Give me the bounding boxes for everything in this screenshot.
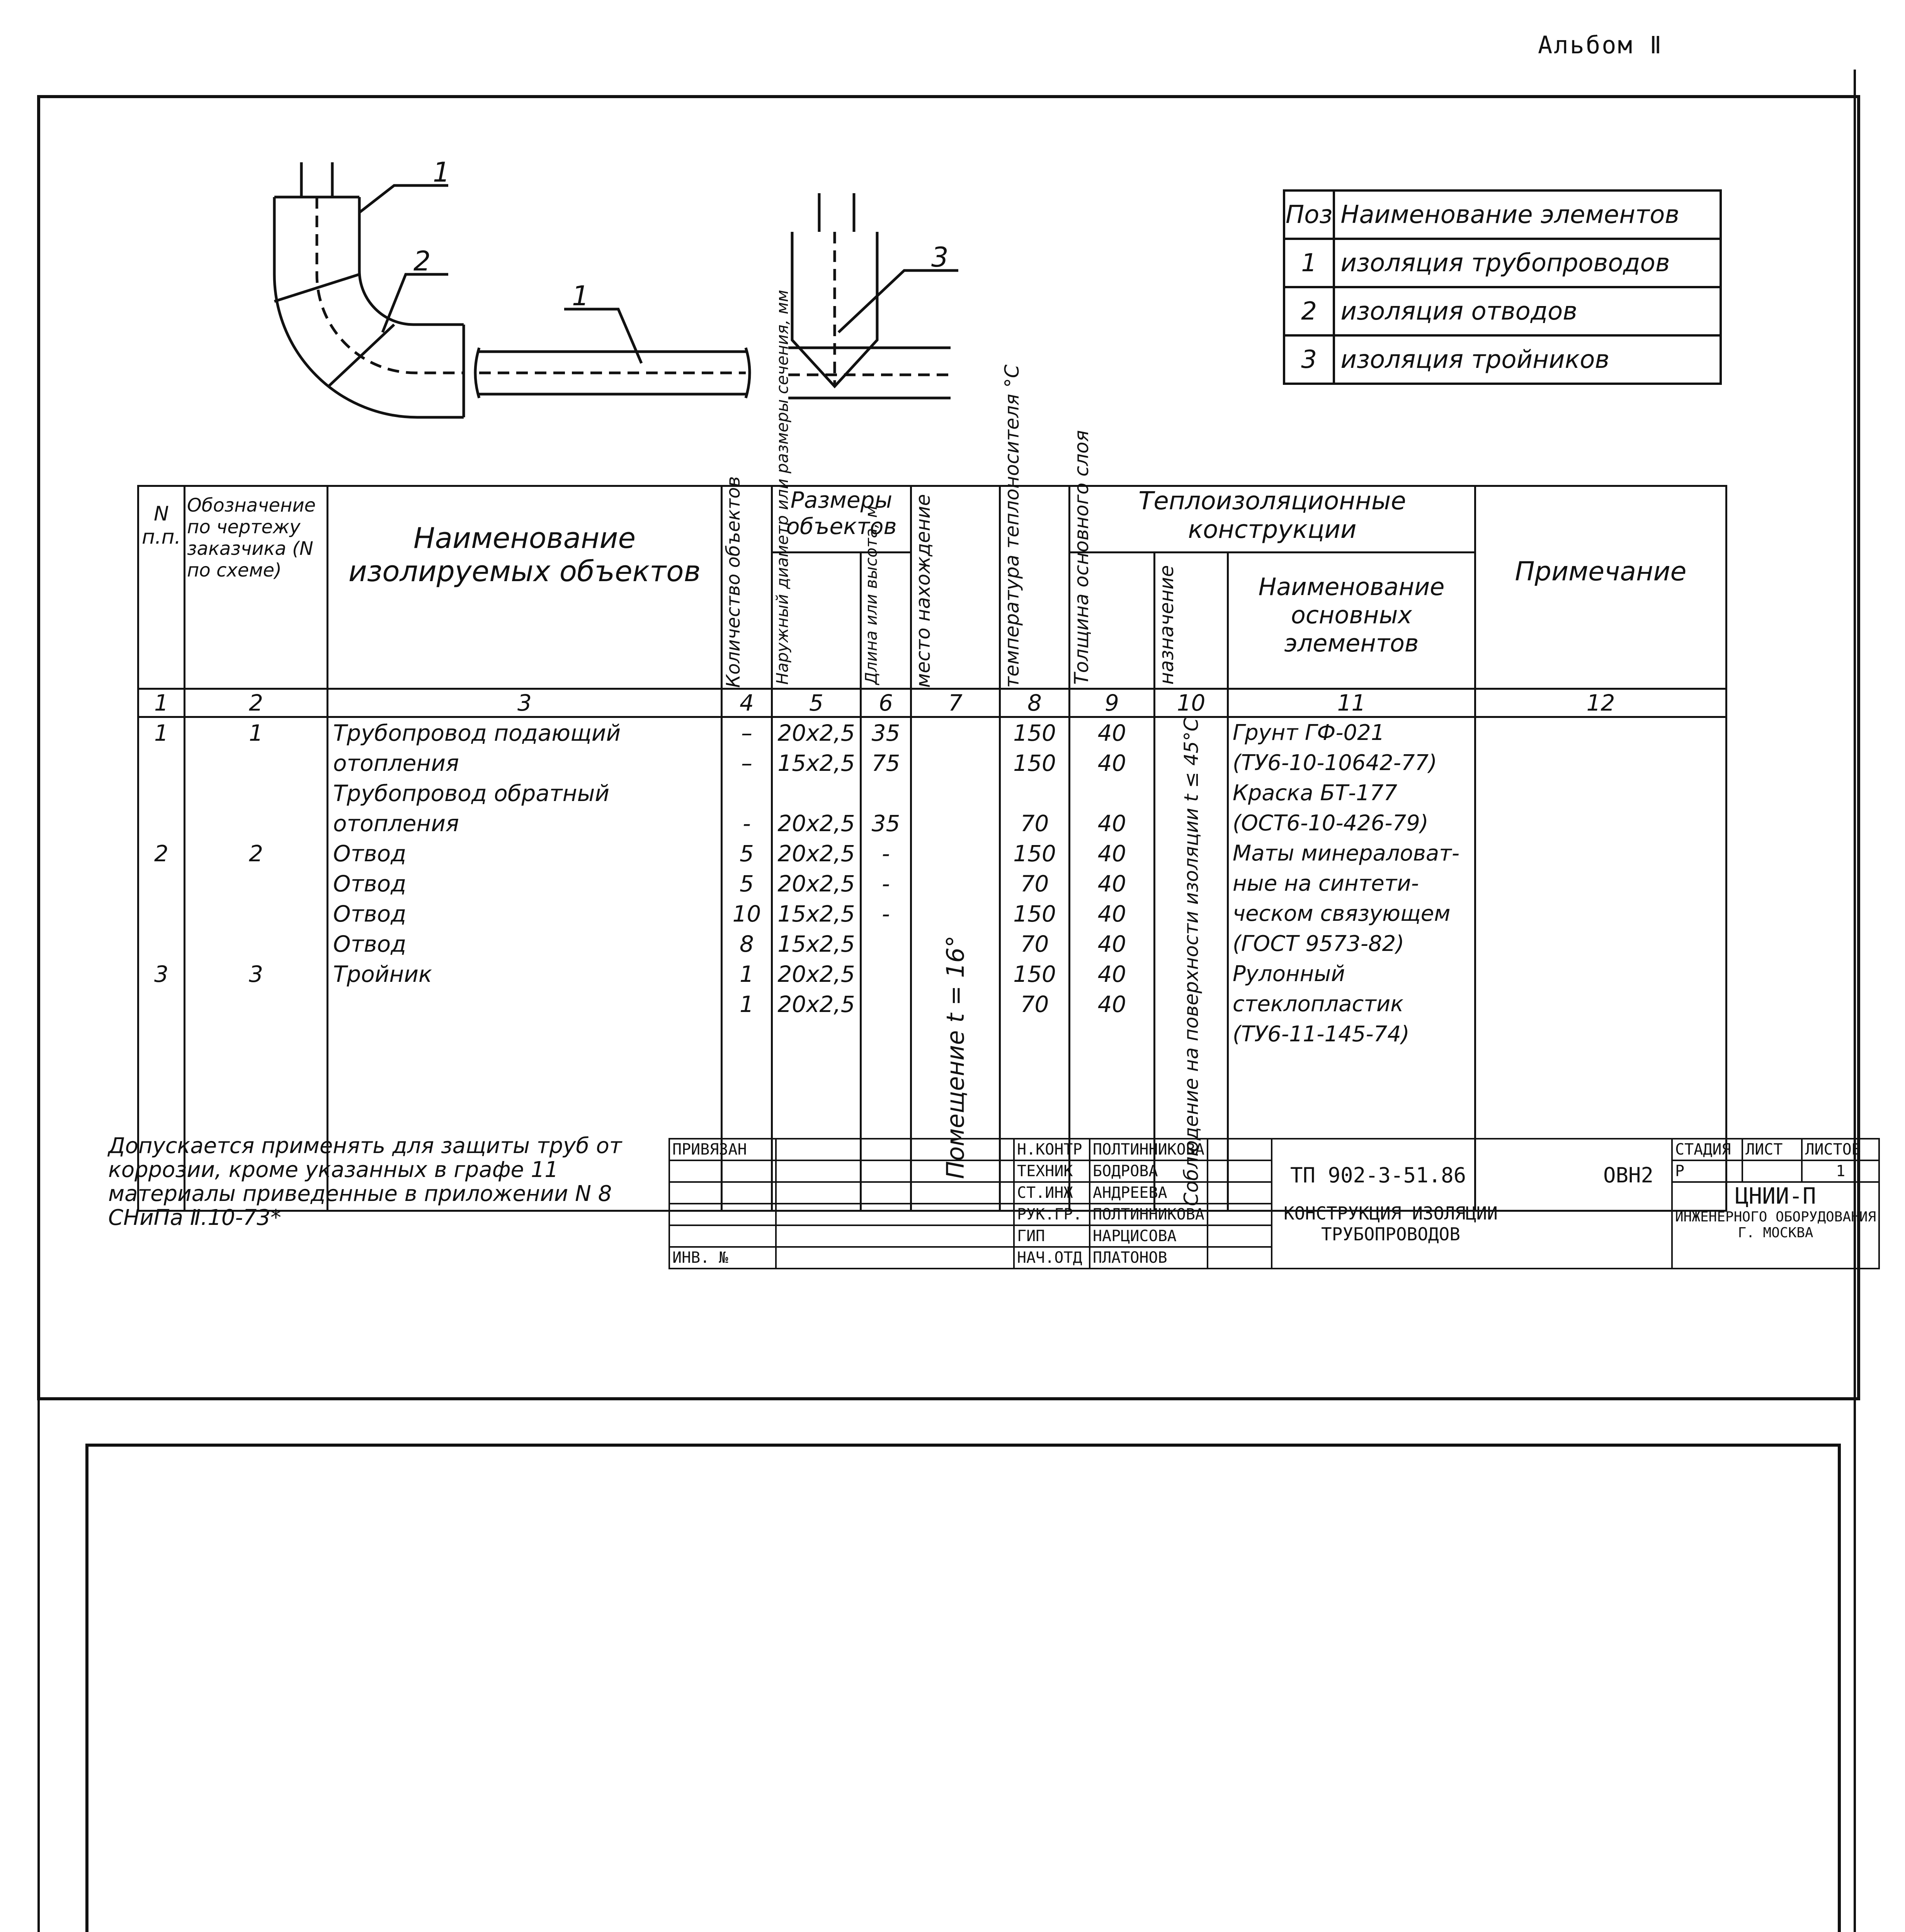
cell-line: 20x2,5 (777, 961, 855, 987)
col-number: 3 (328, 689, 722, 717)
cell-line (185, 808, 327, 838)
cell-line: Отвод (333, 871, 407, 897)
cell-line (185, 778, 327, 808)
legend-head-name: Наименование элементов (1334, 190, 1721, 239)
person-name: БОДРОВА (1090, 1160, 1208, 1182)
cell-line: 1 (249, 720, 263, 746)
cell-line: 10 (732, 901, 761, 927)
org-city: Г. МОСКВА (1738, 1225, 1813, 1241)
stage-label: СТАДИЯ (1672, 1139, 1742, 1160)
stage-value: Р (1672, 1160, 1742, 1182)
cell-thickness (1070, 717, 1155, 1211)
cell-line: 5 (740, 871, 754, 897)
role-label: СТ.ИНЖ (1014, 1182, 1090, 1204)
person-name: ПОЛТИННИКОВА (1090, 1204, 1208, 1225)
col-number: 5 (772, 689, 861, 717)
cell-line: Отвод (333, 840, 407, 867)
title-block-grid (668, 1138, 1880, 1269)
cell-line: Грунт ГФ-021 (1233, 720, 1385, 745)
cell-line: (ОСТ6-10-426-79) (1233, 811, 1429, 836)
cell-qty (722, 717, 772, 1211)
cell-line: 40 (1097, 961, 1126, 987)
cell-line: 40 (1097, 871, 1126, 897)
head-npp: N п.п. (138, 486, 185, 689)
cell-line: 20x2,5 (777, 840, 855, 867)
cell-line (1001, 778, 1068, 808)
cell-line (723, 778, 771, 808)
cell-line: отопления (333, 750, 459, 776)
cell-line (139, 869, 184, 899)
title-block (668, 1138, 1880, 1269)
role-label: НАЧ.ОТД (1014, 1247, 1090, 1269)
cell-line: 70 (1020, 871, 1049, 897)
org-sub: ИНЖЕНЕРНОГО ОБОРУДОВАНИЯ (1675, 1209, 1876, 1225)
cell-line: 20x2,5 (777, 991, 855, 1017)
cell-line: 70 (1020, 931, 1049, 957)
col-number: 8 (1000, 689, 1070, 717)
cell-line (185, 929, 327, 959)
legend-name: изоляция трубопроводов (1334, 239, 1721, 287)
column-numbers-row (138, 689, 1726, 717)
cell-line: Рулонный (1233, 961, 1345, 986)
cell-line: 40 (1097, 720, 1126, 746)
cell-line (185, 989, 327, 1019)
cell-line: 150 (1013, 750, 1056, 776)
head-sizes: Размеры объектов (772, 486, 911, 553)
cell-line: ные на синтети- (1233, 871, 1419, 896)
cell-line (139, 899, 184, 929)
cell-line: Краска БТ-177 (1233, 781, 1398, 806)
sheets-value: 1 (1802, 1160, 1879, 1182)
cell-note (1475, 717, 1726, 1211)
cell-line: 40 (1097, 991, 1126, 1017)
doc-code: ТП 902-3-51.86 (1290, 1163, 1466, 1187)
legend-pos: 2 (1284, 287, 1334, 335)
doc-mark: ОВН2 (1603, 1163, 1653, 1187)
cell-line: Отвод (333, 931, 407, 957)
legend-name: изоляция тройников (1334, 335, 1721, 384)
head-purpose: назначение (1155, 552, 1228, 689)
note-text: Допускается применять для защиты труб от коррозии, кроме указанных в графе 11 материалы приведенные в приложении N 8 СНиПа Ⅱ.10-73* (108, 1133, 622, 1230)
head-designation: Обозначение по чертежу заказчика (N по схеме) (185, 486, 328, 689)
cell-line (862, 929, 910, 959)
head-temperature: температура теплоносителя °С (1000, 486, 1070, 689)
legend-head-pos: Поз (1284, 190, 1334, 239)
album-label: Альбом Ⅱ (1538, 31, 1663, 59)
head-objects: Наименование изолируемых объектов (328, 486, 722, 689)
cell-line: 2 (154, 840, 168, 867)
cell-line (185, 748, 327, 778)
cell-line: 20x2,5 (777, 720, 855, 746)
col-number: 1 (138, 689, 185, 717)
person-name: ПОЛТИННИКОВА (1090, 1139, 1208, 1160)
cell-line: ческом связующем (1233, 901, 1451, 926)
person-name: ПЛАТОНОВ (1090, 1247, 1208, 1269)
cell-line: (ТУ6-11-145-74) (1233, 1022, 1410, 1047)
cell-line: 3 (154, 961, 168, 987)
col-number: 7 (911, 689, 1000, 717)
cell-line: 150 (1013, 961, 1056, 987)
cell-line: 20x2,5 (777, 810, 855, 837)
cell-line: 2 (249, 840, 263, 867)
label-2: 2 (413, 245, 431, 277)
cell-line (862, 778, 910, 808)
privyazan-label: ПРИВЯЗАН (669, 1139, 776, 1160)
sheet-label: ЛИСТ (1742, 1139, 1802, 1160)
cell-line: - (882, 871, 890, 897)
head-thickness: Толщина основного слоя (1070, 552, 1155, 689)
cell-line: Отвод (333, 901, 407, 927)
head-insulation: Теплоизоляционные конструкции (1070, 486, 1475, 553)
cell-line: 3 (249, 961, 263, 987)
cell-line: 40 (1097, 810, 1126, 837)
role-label: Н.КОНТР (1014, 1139, 1090, 1160)
cell-line (333, 989, 721, 1019)
cell-line: 40 (1097, 840, 1126, 867)
col-number: 10 (1155, 689, 1228, 717)
cell-line (185, 899, 327, 929)
legend-name: изоляция отводов (1334, 287, 1721, 335)
role-label: ТЕХНИК (1014, 1160, 1090, 1182)
cell-line: 70 (1020, 810, 1049, 837)
cell-line (185, 869, 327, 899)
cell-line: Маты минераловат- (1233, 841, 1460, 866)
cell-line: 8 (740, 931, 754, 957)
col-number: 4 (722, 689, 772, 717)
cell-line (773, 778, 860, 808)
pipe-sketch (232, 147, 966, 464)
cell-line: 150 (1013, 901, 1056, 927)
cell-line: Трубопровод подающий (333, 720, 621, 746)
label-3: 3 (931, 242, 949, 273)
cell-temperature (1000, 717, 1070, 1211)
cell-line: 15x2,5 (777, 931, 855, 957)
cell-line: отопления (333, 810, 459, 837)
col-number: 2 (185, 689, 328, 717)
cell-line: 35 (871, 810, 900, 837)
sheets-label: ЛИСТОВ (1802, 1139, 1879, 1160)
doc-title: КОНСТРУКЦИЯ ИЗОЛЯЦИИ ТРУБОПРОВОДОВ (1284, 1202, 1498, 1245)
head-diameter: Наружный диаметр или размеры сечения, мм (772, 552, 861, 689)
cell-line (862, 959, 910, 989)
cell-location: Помещение t = 16° (911, 717, 1000, 1211)
cell-line: Тройник (333, 961, 432, 987)
head-length: Длина или высота, м (861, 552, 911, 689)
head-location: место нахождение (911, 486, 1000, 689)
col-number: 9 (1070, 689, 1155, 717)
inv-label: ИНВ. № (669, 1247, 776, 1269)
cell-line: 5 (740, 840, 754, 867)
cell-line: 15x2,5 (777, 750, 855, 776)
org-name: ЦНИИ-П (1735, 1183, 1816, 1209)
cell-purpose: Соблюдение на поверхности изоляции t ≤ 45°С (1155, 717, 1228, 1211)
cell-line: - (882, 901, 890, 927)
cell-line: 20x2,5 (777, 871, 855, 897)
role-label: РУК.ГР. (1014, 1204, 1090, 1225)
cell-line (139, 778, 184, 808)
cell-diameter (772, 717, 861, 1211)
cell-line (139, 808, 184, 838)
cell-line: – (741, 720, 752, 746)
legend-pos: 1 (1284, 239, 1334, 287)
label-1b: 1 (572, 280, 589, 312)
person-name: НАРЦИСОВА (1090, 1225, 1208, 1247)
cell-line: 40 (1097, 901, 1126, 927)
cell-length (861, 717, 911, 1211)
cell-line: 35 (871, 720, 900, 746)
role-label: ГИП (1014, 1225, 1090, 1247)
cell-line: 40 (1097, 750, 1126, 776)
cell-line: - (882, 840, 890, 867)
col-number: 12 (1475, 689, 1726, 717)
head-elements: Наименование основных элементов (1228, 552, 1475, 689)
person-name: АНДРЕЕВА (1090, 1182, 1208, 1204)
cell-line: 70 (1020, 991, 1049, 1017)
cell-line: - (743, 810, 751, 837)
cell-line: 75 (871, 750, 900, 776)
cell-line: (ГОСТ 9573-82) (1233, 931, 1405, 956)
cell-line: 15x2,5 (777, 901, 855, 927)
cell-line (139, 748, 184, 778)
cell-line: (ТУ6-10-10642-77) (1233, 750, 1437, 776)
cell-line: Трубопровод обратный (333, 780, 610, 806)
col-number: 11 (1228, 689, 1475, 717)
legend-pos: 3 (1284, 335, 1334, 384)
cell-line: 1 (740, 961, 754, 987)
cell-line: 150 (1013, 720, 1056, 746)
head-note: Примечание (1475, 486, 1726, 689)
legend-table (1283, 189, 1722, 385)
cell-line (139, 989, 184, 1019)
cell-line: – (741, 750, 752, 776)
cell-line: 40 (1097, 931, 1126, 957)
cell-line: 1 (740, 991, 754, 1017)
cell-elements (1228, 717, 1475, 1211)
head-qty: Количество объектов (722, 486, 772, 689)
cell-line: стеклопластик (1233, 992, 1404, 1017)
cell-line (862, 989, 910, 1019)
col-number: 6 (861, 689, 911, 717)
label-1a: 1 (433, 156, 450, 188)
cell-line: 1 (154, 720, 168, 746)
cell-line: 150 (1013, 840, 1056, 867)
cell-line (1070, 778, 1153, 808)
cell-line (139, 929, 184, 959)
